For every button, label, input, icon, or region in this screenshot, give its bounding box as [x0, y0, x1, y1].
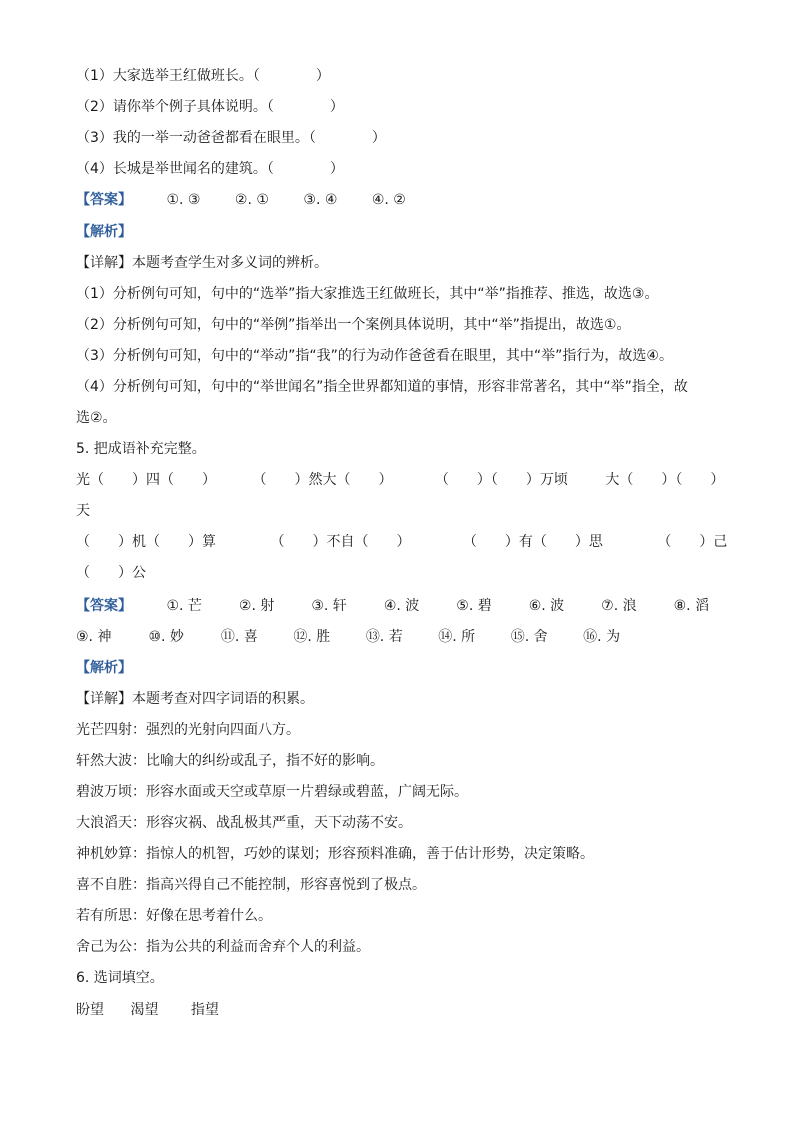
idiom-blank: （ ）（ ）万顷: [434, 472, 568, 488]
answer-item: ④. 波: [383, 598, 420, 614]
q4-detail: 【详解】本题考查学生对多义词的辨析。: [76, 255, 328, 271]
idiom-blank: （ ）然大（ ）: [252, 472, 393, 488]
q6-word-bank: [76, 1000, 219, 1020]
word-option: 盼望: [76, 1002, 104, 1018]
answer-item: ⑨. 神: [76, 629, 112, 645]
q4-explanation-2: （2）分析例句可知，句中的“举例”指举出一个案例具体说明，其中“举”指提出，故选①。: [76, 317, 631, 333]
answer-item: ⑩. 妙: [148, 629, 184, 645]
idiom-blank: （ ）不自（ ）: [270, 534, 411, 550]
q4-answer-line: [76, 190, 406, 210]
q5-title: 5. 把成语补充完整。: [76, 441, 206, 457]
answer-item: ③. ④: [303, 192, 338, 208]
answer-item: ⑫. 胜: [293, 629, 331, 645]
answer-item: ⑥. 波: [528, 598, 565, 614]
q5-detail: 【详解】本题考查对四字词语的积累。: [76, 691, 314, 707]
answer-item: ③. 轩: [311, 598, 347, 614]
q4-item-1: （1）大家选举王红做班长。（ ）: [76, 68, 330, 84]
q5-explanation-6: 喜不自胜：指高兴得自己不能控制，形容喜悦到了极点。: [76, 877, 426, 893]
analysis-tag: 【解析】: [76, 660, 132, 676]
word-option: 指望: [190, 1002, 219, 1018]
q5-explanation-7: 若有所思：好像在思考着什么。: [76, 908, 272, 924]
answer-item: ⑪. 喜: [220, 629, 258, 645]
q5-idiom-row-1-wrap: 天: [76, 503, 90, 519]
answer-item: ⑭. 所: [438, 629, 476, 645]
q5-answer-line-1: [76, 596, 709, 616]
answer-item: ⑦. 浪: [601, 598, 637, 614]
q4-explanation-3: （3）分析例句可知，句中的“举动”指“我”的行为动作爸爸看在眼里，其中“举”指行为，故选④。: [76, 348, 673, 364]
idiom-blank: （ ）有（ ）思: [462, 534, 603, 550]
analysis-tag: 【解析】: [76, 224, 132, 240]
q5-idiom-row-2: [76, 532, 727, 552]
q5-explanation-3: 碧波万顷：形容水面或天空或草原一片碧绿或碧蓝，广阔无际。: [76, 784, 468, 800]
q4-item-2: （2）请你举个例子具体说明。（ ）: [76, 99, 344, 115]
answer-item: ④. ②: [371, 192, 406, 208]
answer-tag: 【答案】: [76, 192, 132, 208]
answer-item: ①. 芒: [166, 598, 202, 614]
answer-item: ⑧. 滔: [673, 598, 710, 614]
q4-explanation-4-wrap: 选②。: [76, 410, 117, 426]
answer-item: ②. 射: [238, 598, 275, 614]
q4-explanation-4: （4）分析例句可知，句中的“举世闻名”指全世界都知道的事情，形容非常著名，其中“举”指全，故: [76, 379, 688, 395]
idiom-blank: （ ）机（ ）算: [76, 534, 216, 550]
q4-explanation-1: （1）分析例句可知，句中的“选举”指大家推选王红做班长，其中“举”指推荐、推选，故选③。: [76, 286, 659, 302]
q5-idiom-row-2-wrap: （ ）公: [76, 565, 146, 581]
q5-answer-line-2: [76, 627, 620, 647]
word-option: 渴望: [130, 1002, 159, 1018]
answer-item: ①. ③: [166, 192, 201, 208]
q5-explanation-5: 神机妙算：指惊人的机智，巧妙的谋划；形容预料准确，善于估计形势，决定策略。: [76, 846, 594, 862]
answer-item: ⑮. 舍: [510, 629, 548, 645]
answer-tag: 【答案】: [76, 598, 132, 614]
answer-item: ⑬. 若: [365, 629, 403, 645]
answer-item: ⑤. 碧: [456, 598, 492, 614]
q5-explanation-4: 大浪滔天：形容灾祸、战乱极其严重，天下动荡不安。: [76, 815, 412, 831]
q5-explanation-2: 轩然大波：比喻大的纠纷或乱子，指不好的影响。: [76, 753, 384, 769]
idiom-blank: 光（ ）四（ ）: [76, 472, 216, 488]
q5-explanation-1: 光芒四射：强烈的光射向四面八方。: [76, 722, 300, 738]
answer-item: ⑯. 为: [583, 629, 621, 645]
idiom-blank: （ ）己: [657, 534, 728, 550]
q4-item-4: （4）长城是举世闻名的建筑。（ ）: [76, 161, 344, 177]
answer-item: ②. ①: [234, 192, 269, 208]
q5-idiom-row-1: [76, 470, 724, 490]
q5-explanation-8: 舍己为公：指为公共的利益而舍弃个人的利益。: [76, 939, 370, 955]
q4-item-3: （3）我的一举一动爸爸都看在眼里。（ ）: [76, 130, 386, 146]
q6-title: 6. 选词填空。: [76, 970, 164, 986]
idiom-blank: 大（ ）（ ）: [605, 472, 725, 488]
